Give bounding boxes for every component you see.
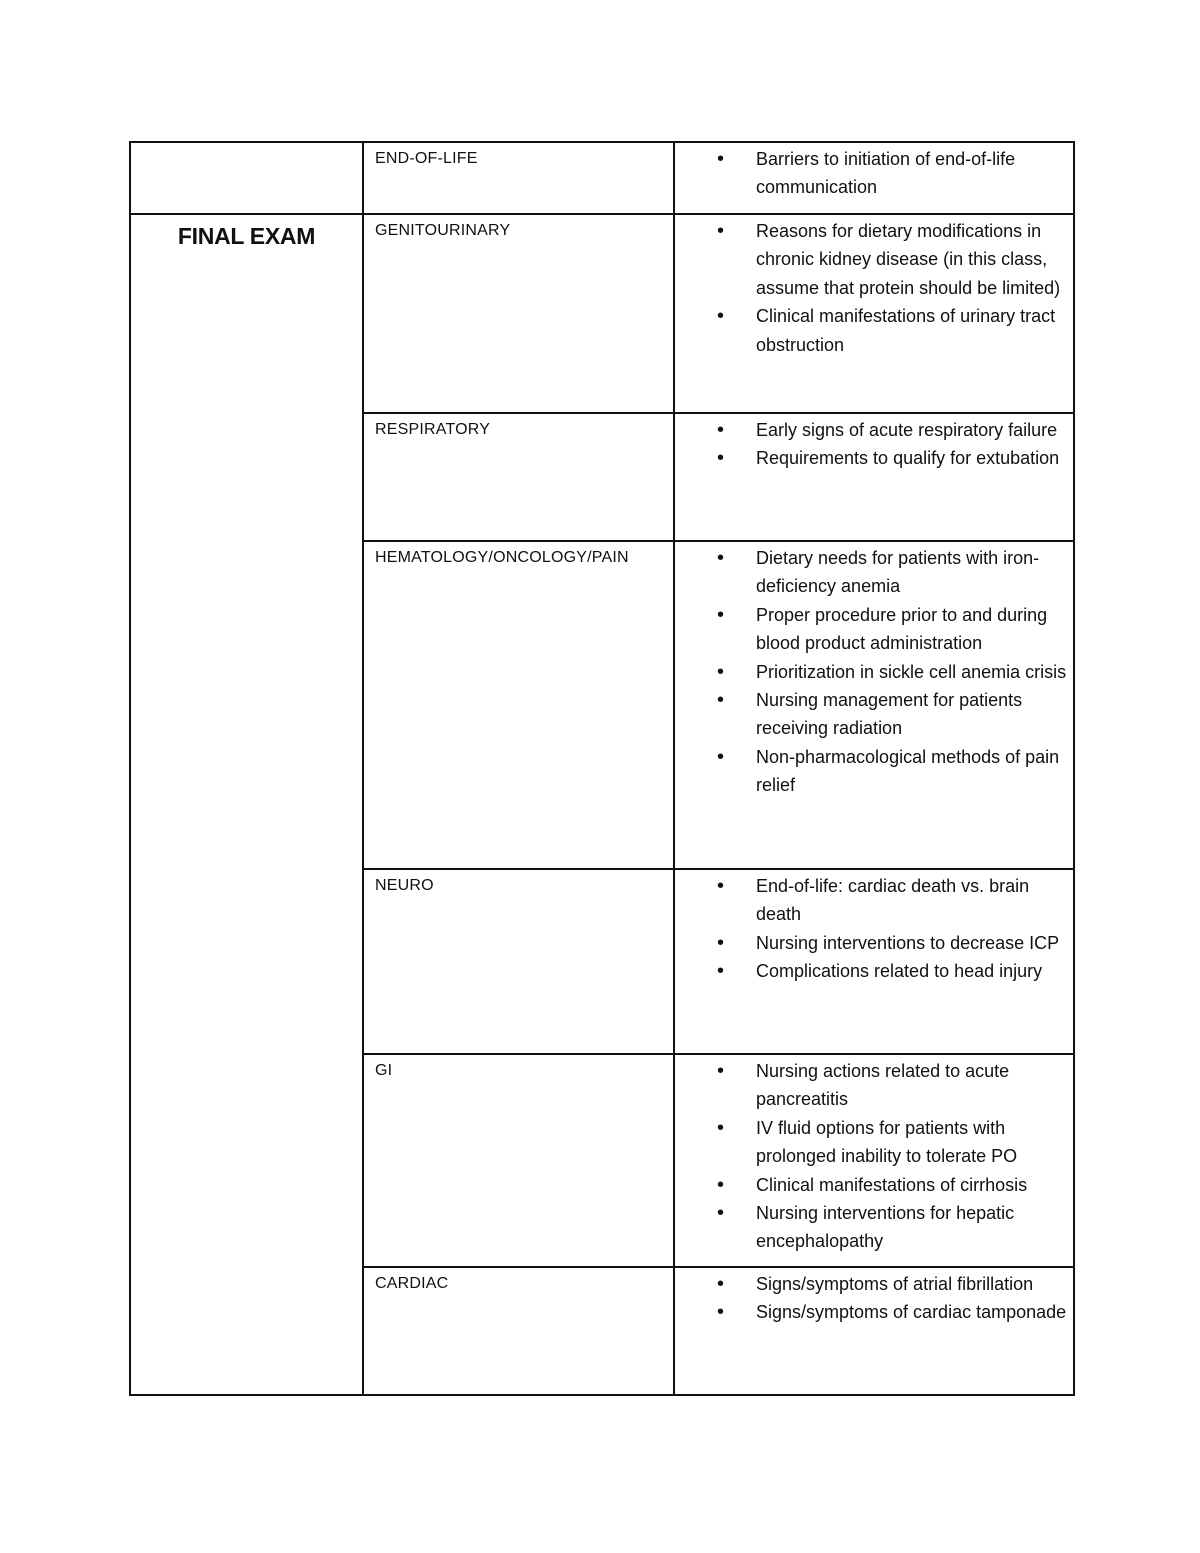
items-cell [674, 869, 1074, 1054]
list-item: • Prioritization in sickle cell anemia crisis [675, 658, 1067, 686]
list-item: • Nursing actions related to acute pancreatitis [675, 1057, 1067, 1114]
exam-topics-table [129, 141, 1075, 1396]
list-item: • Requirements to qualify for extubation [675, 444, 1067, 472]
bullet-list [675, 215, 1073, 363]
topic-label: NEURO [375, 877, 434, 894]
table-row [130, 214, 1074, 413]
list-item: • Clinical manifestations of urinary tract obstruction [675, 302, 1067, 359]
items-cell [674, 413, 1074, 541]
list-item: • Signs/symptoms of atrial fibrillation [675, 1270, 1067, 1298]
list-item: • Barriers to initiation of end-of-life communication [675, 145, 1067, 202]
bullet-list [675, 143, 1073, 206]
topic-label: GENITOURINARY [375, 222, 511, 239]
list-item: • Complications related to head injury [675, 957, 1067, 985]
topic-cell [363, 413, 674, 541]
topic-cell [363, 869, 674, 1054]
topic-label: END-OF-LIFE [375, 150, 478, 167]
topic-label: CARDIAC [375, 1275, 449, 1292]
exam-cell-empty [130, 142, 363, 214]
topic-label: GI [375, 1062, 393, 1079]
list-item: • Nursing management for patients receiving radiation [675, 686, 1067, 743]
topic-cell [363, 1054, 674, 1267]
exam-cell [130, 214, 363, 1395]
list-item: • Reasons for dietary modifications in chronic kidney disease (in this class, assume that protein should be limited) [675, 217, 1067, 302]
table-row [130, 142, 1074, 214]
bullet-list [675, 542, 1073, 804]
topic-label: RESPIRATORY [375, 421, 491, 438]
list-item: • Clinical manifestations of cirrhosis [675, 1171, 1067, 1199]
table-body [130, 142, 1074, 1395]
items-cell [674, 1054, 1074, 1267]
topic-cell [363, 214, 674, 413]
list-item: • Dietary needs for patients with iron-deficiency anemia [675, 544, 1067, 601]
list-item: • Nursing interventions for hepatic encephalopathy [675, 1199, 1067, 1256]
bullet-list [675, 1055, 1073, 1260]
bullet-list [675, 1268, 1073, 1331]
bullet-list [675, 414, 1073, 477]
list-item: • Proper procedure prior to and during blood product administration [675, 601, 1067, 658]
topic-cell [363, 142, 674, 214]
list-item: • Early signs of acute respiratory failure [675, 416, 1067, 444]
list-item: • IV fluid options for patients with prolonged inability to tolerate PO [675, 1114, 1067, 1171]
items-cell [674, 1267, 1074, 1395]
bullet-list [675, 870, 1073, 990]
exam-label: FINAL EXAM [177, 223, 316, 249]
items-cell [674, 541, 1074, 869]
topic-cell [363, 1267, 674, 1395]
list-item: • Non-pharmacological methods of pain relief [675, 743, 1067, 800]
items-cell [674, 214, 1074, 413]
topic-label: HEMATOLOGY/ONCOLOGY/PAIN [375, 549, 629, 566]
list-item: • Nursing interventions to decrease ICP [675, 929, 1067, 957]
items-cell [674, 142, 1074, 214]
list-item: • Signs/symptoms of cardiac tamponade [675, 1298, 1067, 1326]
list-item: • End-of-life: cardiac death vs. brain death [675, 872, 1067, 929]
topic-cell [363, 541, 674, 869]
